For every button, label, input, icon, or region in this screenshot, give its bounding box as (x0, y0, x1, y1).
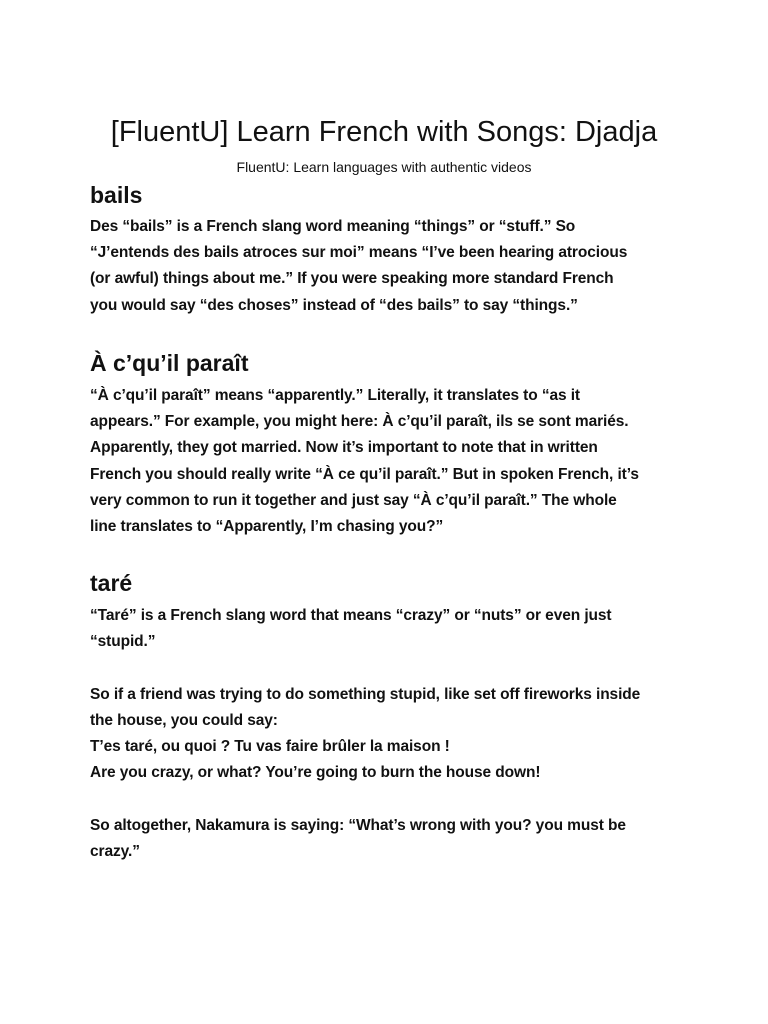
paragraph-line: you would say “des choses” instead of “des bails” to say “things.” (90, 296, 578, 314)
paragraph-line: So if a friend was trying to do something stupid, like set off fireworks inside (90, 685, 641, 703)
section-heading-bails: bails (90, 182, 143, 208)
paragraph-line: “J’entends des bails atroces sur moi” means “I’ve been hearing atrocious (90, 244, 628, 262)
paragraph-line: (or awful) things about me.” If you were speaking more standard French (90, 270, 614, 288)
section-body-bails (90, 214, 690, 319)
paragraph-line: Des “bails” is a French slang word meaning “things” or “stuff.” So (90, 218, 576, 235)
paragraph-line: Apparently, they got married. Now it’s important to note that in written (90, 439, 598, 457)
example-french-line: T’es taré, ou quoi ? Tu vas faire brûler la maison ! (90, 738, 450, 755)
paragraph-line: crazy.” (90, 842, 140, 860)
paragraph-line: “stupid.” (90, 633, 156, 651)
section-body-tare (90, 603, 690, 865)
paragraph-line: appears.” For example, you might here: À c’qu’il paraît, ils se sont mariés. (90, 413, 629, 431)
document-subtitle: FluentU: Learn languages with authentic videos (236, 159, 532, 175)
paragraph-line: “Taré” is a French slang word that means “crazy” or “nuts” or even just (90, 607, 612, 624)
blank-line (90, 655, 690, 681)
paragraph-line: “À c’qu’il paraît” means “apparently.” Literally, it translates to “as it (90, 387, 580, 404)
paragraph-line: So altogether, Nakamura is saying: “What’s wrong with you? you must be (90, 816, 626, 834)
section-heading-a-cquil-parait: À c’qu’il paraît (90, 350, 249, 376)
paragraph-line: the house, you could say: (90, 711, 278, 729)
section-heading-tare: taré (90, 570, 133, 596)
paragraph-line: very common to run it together and just say “À c’qu’il paraît.” The whole (90, 491, 617, 509)
blank-line (90, 786, 690, 812)
example-english-line: Are you crazy, or what? You’re going to burn the house down! (90, 764, 541, 782)
document-title: [FluentU] Learn French with Songs: Djadja (110, 116, 658, 148)
section-body-a-cquil-parait (90, 383, 690, 540)
paragraph-line: French you should really write “À ce qu’il paraît.” But in spoken French, it’s (90, 465, 639, 483)
paragraph-line: line translates to “Apparently, I’m chasing you?” (90, 518, 444, 536)
